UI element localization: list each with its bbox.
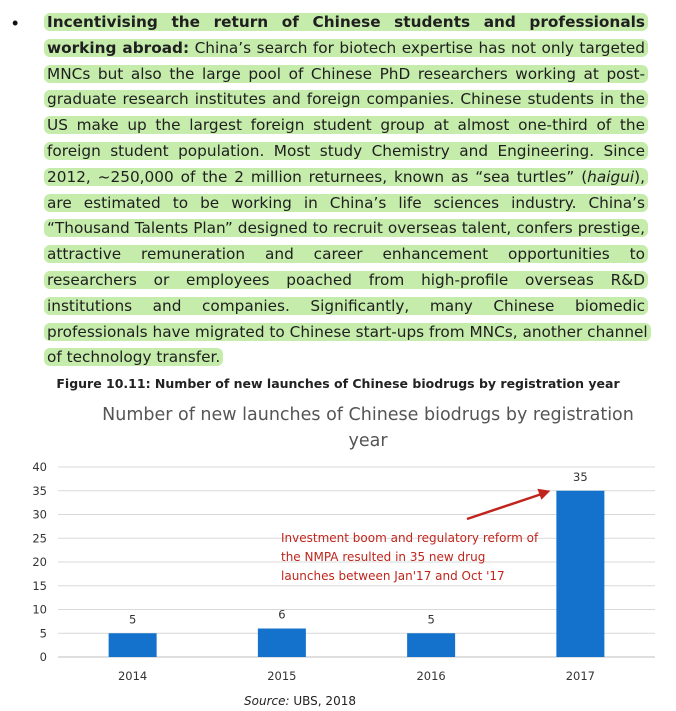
data-label: 5: [427, 612, 435, 627]
annotation-line: the NMPA resulted in 35 new drug: [281, 550, 486, 564]
bar: [556, 491, 604, 657]
paragraph-text-part1: China’s search for biotech expertise has not only targeted MNCs but also the large pool of Chinese PhD researchers working at post-graduate research institutes and foreign companies. Chinese students in the US make up the largest foreign student group at almost one-third of the foreign student population. Most study Chemistry and Engineering. Since 2012, ~250,000 of the 2 million returnees, known as “sea turtles” (: [47, 38, 645, 186]
data-label: 35: [573, 469, 588, 484]
y-tick-label: 20: [32, 555, 47, 569]
bullet-dot: •: [12, 13, 19, 33]
annotation-line: Investment boom and regulatory reform of: [281, 531, 539, 545]
bullet-heading: Incentivising the return of Chinese students and professionals working abroad:: [47, 13, 645, 57]
y-tick-label: 5: [39, 626, 47, 641]
paragraph-text-part2: ), are estimated to be working in China’s life sciences industry. China’s “Thousand Talents Plan” designed to recruit overseas talent, confers prestige, attractive remuneration and career enhancement opportunities to researchers or employees poached from high-profile overseas R&D institutions and companies. Significantly, many Chinese biomedic professionals have migrated to Chinese start-ups from MNCs, another channel of technology transfer.: [47, 167, 648, 367]
source-text: UBS, 2018: [289, 694, 356, 708]
y-tick-label: 35: [32, 483, 47, 498]
source-label: Source:: [244, 694, 290, 708]
bar: [109, 633, 157, 657]
y-tick-label: 15: [32, 578, 47, 593]
annotation-arrow-line: [467, 494, 542, 519]
y-tick-label: 30: [32, 507, 47, 522]
y-tick-label: 25: [32, 531, 47, 546]
bar: [407, 633, 455, 657]
data-label: 6: [278, 607, 286, 622]
x-tick-label: 2015: [267, 669, 297, 683]
annotation-line: launches between Jan'17 and Oct '17: [281, 569, 505, 583]
figure-caption: Figure 10.11: Number of new launches of Chinese biodrugs by registration year: [56, 376, 620, 391]
y-tick-label: 10: [32, 602, 47, 617]
x-tick-label: 2016: [416, 669, 446, 683]
x-tick-label: 2014: [117, 669, 148, 683]
data-label: 5: [128, 612, 137, 627]
figure-source: [0, 694, 600, 708]
y-tick-label: 0: [39, 650, 47, 664]
y-tick-label: 40: [32, 460, 47, 474]
paragraph-italic-word: haigui: [587, 167, 635, 186]
chart-title: Number of new launches of Chinese biodrugs by registration year: [102, 405, 634, 451]
x-tick-label: 2017: [565, 669, 596, 683]
bar: [258, 629, 306, 658]
